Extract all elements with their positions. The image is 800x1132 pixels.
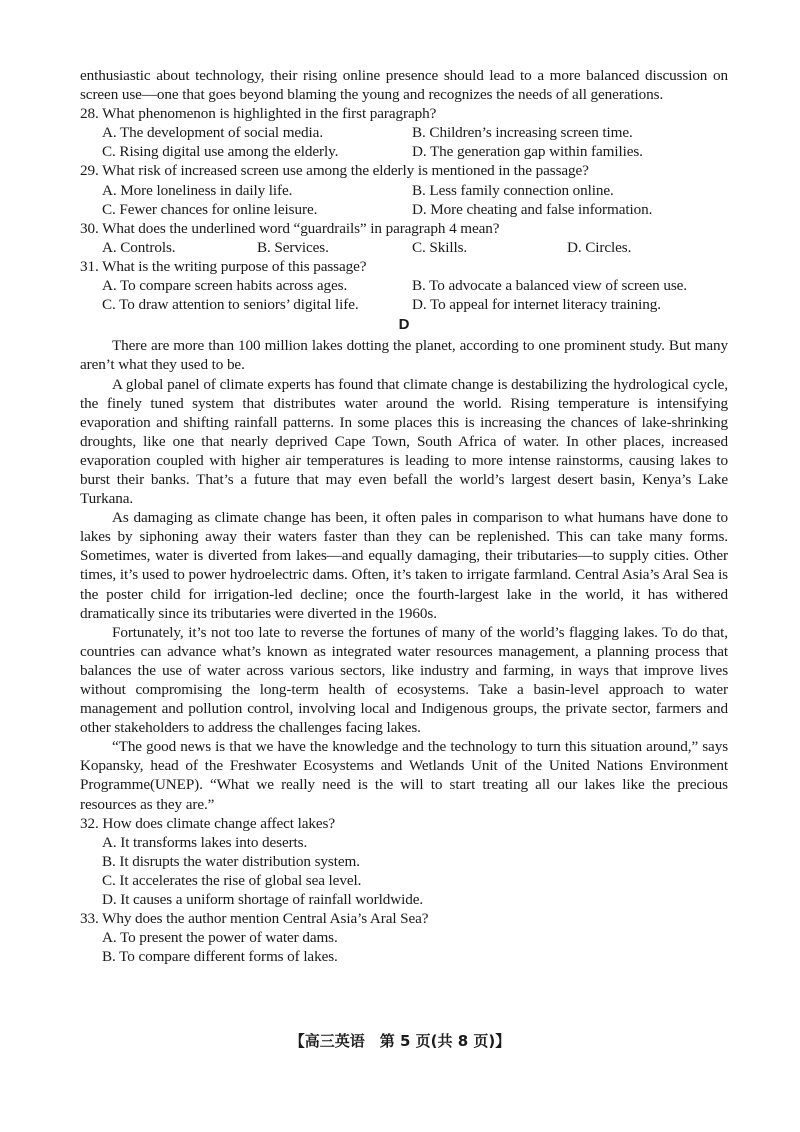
option-d: D. Circles. — [567, 238, 632, 256]
option-row — [80, 200, 728, 219]
question-stem-after: in paragraph 4 mean? — [366, 219, 500, 237]
passage-d-paragraph-2: A global panel of climate experts has found that climate change is destabilizing the hydrological cycle, the finely tuned system that distributes water around the world. Rising temperature is intensifying evaporation and shifting rainfall patterns. In some places this is increasing the chances of lake-shrinking droughts, like one that nearly deprived Cape Town, South Africa of water. In other places, increased evaporation coupled with higher air temperatures is leading to more intense rainstorms, causing lakes to burst their banks. That’s a future that may even befall the world’s largest desert basin, Kenya’s Lake Turkana. — [80, 375, 728, 508]
passage-d-paragraph-4: Fortunately, it’s not too late to reverse the fortunes of many of the world’s flagging lakes. To do that, countries can advance what’s known as integrated water resources management, a planning process that balances the use of water across various sectors, like industry and farming, in ways that improve lives without compromising the long-term health of ecosystems. Take a basin-level approach to water management and pollution control, involving local and Indigenous groups, the private sector, farmers and other stakeholders to address the challenges facing lakes. — [80, 623, 728, 737]
option-b: B. Less family connection online. — [412, 181, 614, 199]
question-stem: 32. How does climate change affect lakes? — [80, 814, 335, 832]
option-b: B. To compare different forms of lakes. — [102, 948, 338, 966]
option-row — [80, 276, 728, 295]
option-d: D. More cheating and false information. — [412, 200, 653, 218]
question-31 — [80, 257, 728, 314]
exam-page — [80, 66, 728, 966]
option-a: A. Controls. — [102, 238, 176, 256]
option-b: B. Children’s increasing screen time. — [412, 124, 633, 142]
option-a: A. To compare screen habits across ages. — [102, 277, 348, 295]
option-d: D. The generation gap within families. — [412, 143, 643, 161]
option-row — [80, 238, 728, 257]
option-c: C. To draw attention to seniors’ digital life. — [102, 296, 359, 314]
passage-d-paragraph-3: As damaging as climate change has been, it often pales in comparison to what humans have done to lakes by siphoning away their waters faster than they can be replenished. This can take many forms. Sometimes, water is diverted from lakes—and equally damaging, their tributaries—to supply cities. Other times, it’s used to power hydroelectric dams. Often, it’s taken to irrigate farmland. Central Asia’s Aral Sea is the poster child for irrigation-led decline; once the fourth-largest lake in the world, it has withered dramatically since its tributaries were diverted in the 1960s. — [80, 509, 728, 622]
option-row — [80, 123, 728, 142]
option-c: C. Skills. — [412, 238, 468, 256]
question-stem — [80, 219, 728, 238]
option-a: A. The development of social media. — [102, 124, 324, 142]
option-d: D. To appeal for internet literacy training. — [412, 296, 661, 314]
question-stem: 29. What risk of increased screen use among the elderly is mentioned in the passage? — [80, 162, 589, 180]
option-a: A. To present the power of water dams. — [102, 929, 338, 947]
option-b: B. It disrupts the water distribution system. — [102, 852, 360, 870]
passage-d-paragraph-1: There are more than 100 million lakes dotting the planet, according to one prominent study. But many aren’t what they used to be. — [80, 337, 728, 374]
option-row — [80, 295, 728, 314]
question-33 — [80, 909, 728, 966]
option-c: C. Rising digital use among the elderly. — [102, 143, 339, 161]
page-footer: 【高三英语 第 5 页(共 8 页)】 — [289, 1032, 511, 1050]
passage-d-paragraph-5: “The good news is that we have the knowledge and the technology to turn this situation around,” says Kopansky, head of the Freshwater Ecosystems and Wetlands Unit of the United Nations Environment Programme(UNEP). “What we really need is the will to start treating all our lakes like the precious resources as they are.” — [80, 738, 728, 813]
section-heading-d: D — [398, 316, 410, 334]
question-28 — [80, 104, 728, 161]
option-c: C. Fewer chances for online leisure. — [102, 200, 318, 218]
question-30 — [80, 219, 728, 257]
option-d: D. It causes a uniform shortage of rainfall worldwide. — [102, 891, 424, 909]
question-stem: 33. Why does the author mention Central Asia’s Aral Sea? — [80, 910, 429, 928]
question-32 — [80, 814, 728, 909]
option-c: C. It accelerates the rise of global sea level. — [102, 871, 362, 889]
option-a: A. More loneliness in daily life. — [102, 181, 293, 199]
option-b: B. Services. — [257, 238, 329, 256]
question-stem: 28. What phenomenon is highlighted in the first paragraph? — [80, 105, 437, 123]
question-stem-before: 30. What does the underlined word — [80, 219, 294, 237]
underlined-word: “guardrails” — [293, 219, 367, 237]
option-row — [80, 181, 728, 200]
option-a: A. It transforms lakes into deserts. — [102, 833, 308, 851]
option-row — [80, 142, 728, 161]
option-b: B. To advocate a balanced view of screen use. — [412, 277, 688, 295]
passage-c-ending: enthusiastic about technology, their rising online presence should lead to a more balanced discussion on screen use—one that goes beyond blaming the young and recognizes the needs of all generations. — [80, 67, 728, 104]
question-stem: 31. What is the writing purpose of this passage? — [80, 257, 367, 275]
question-29 — [80, 161, 728, 218]
